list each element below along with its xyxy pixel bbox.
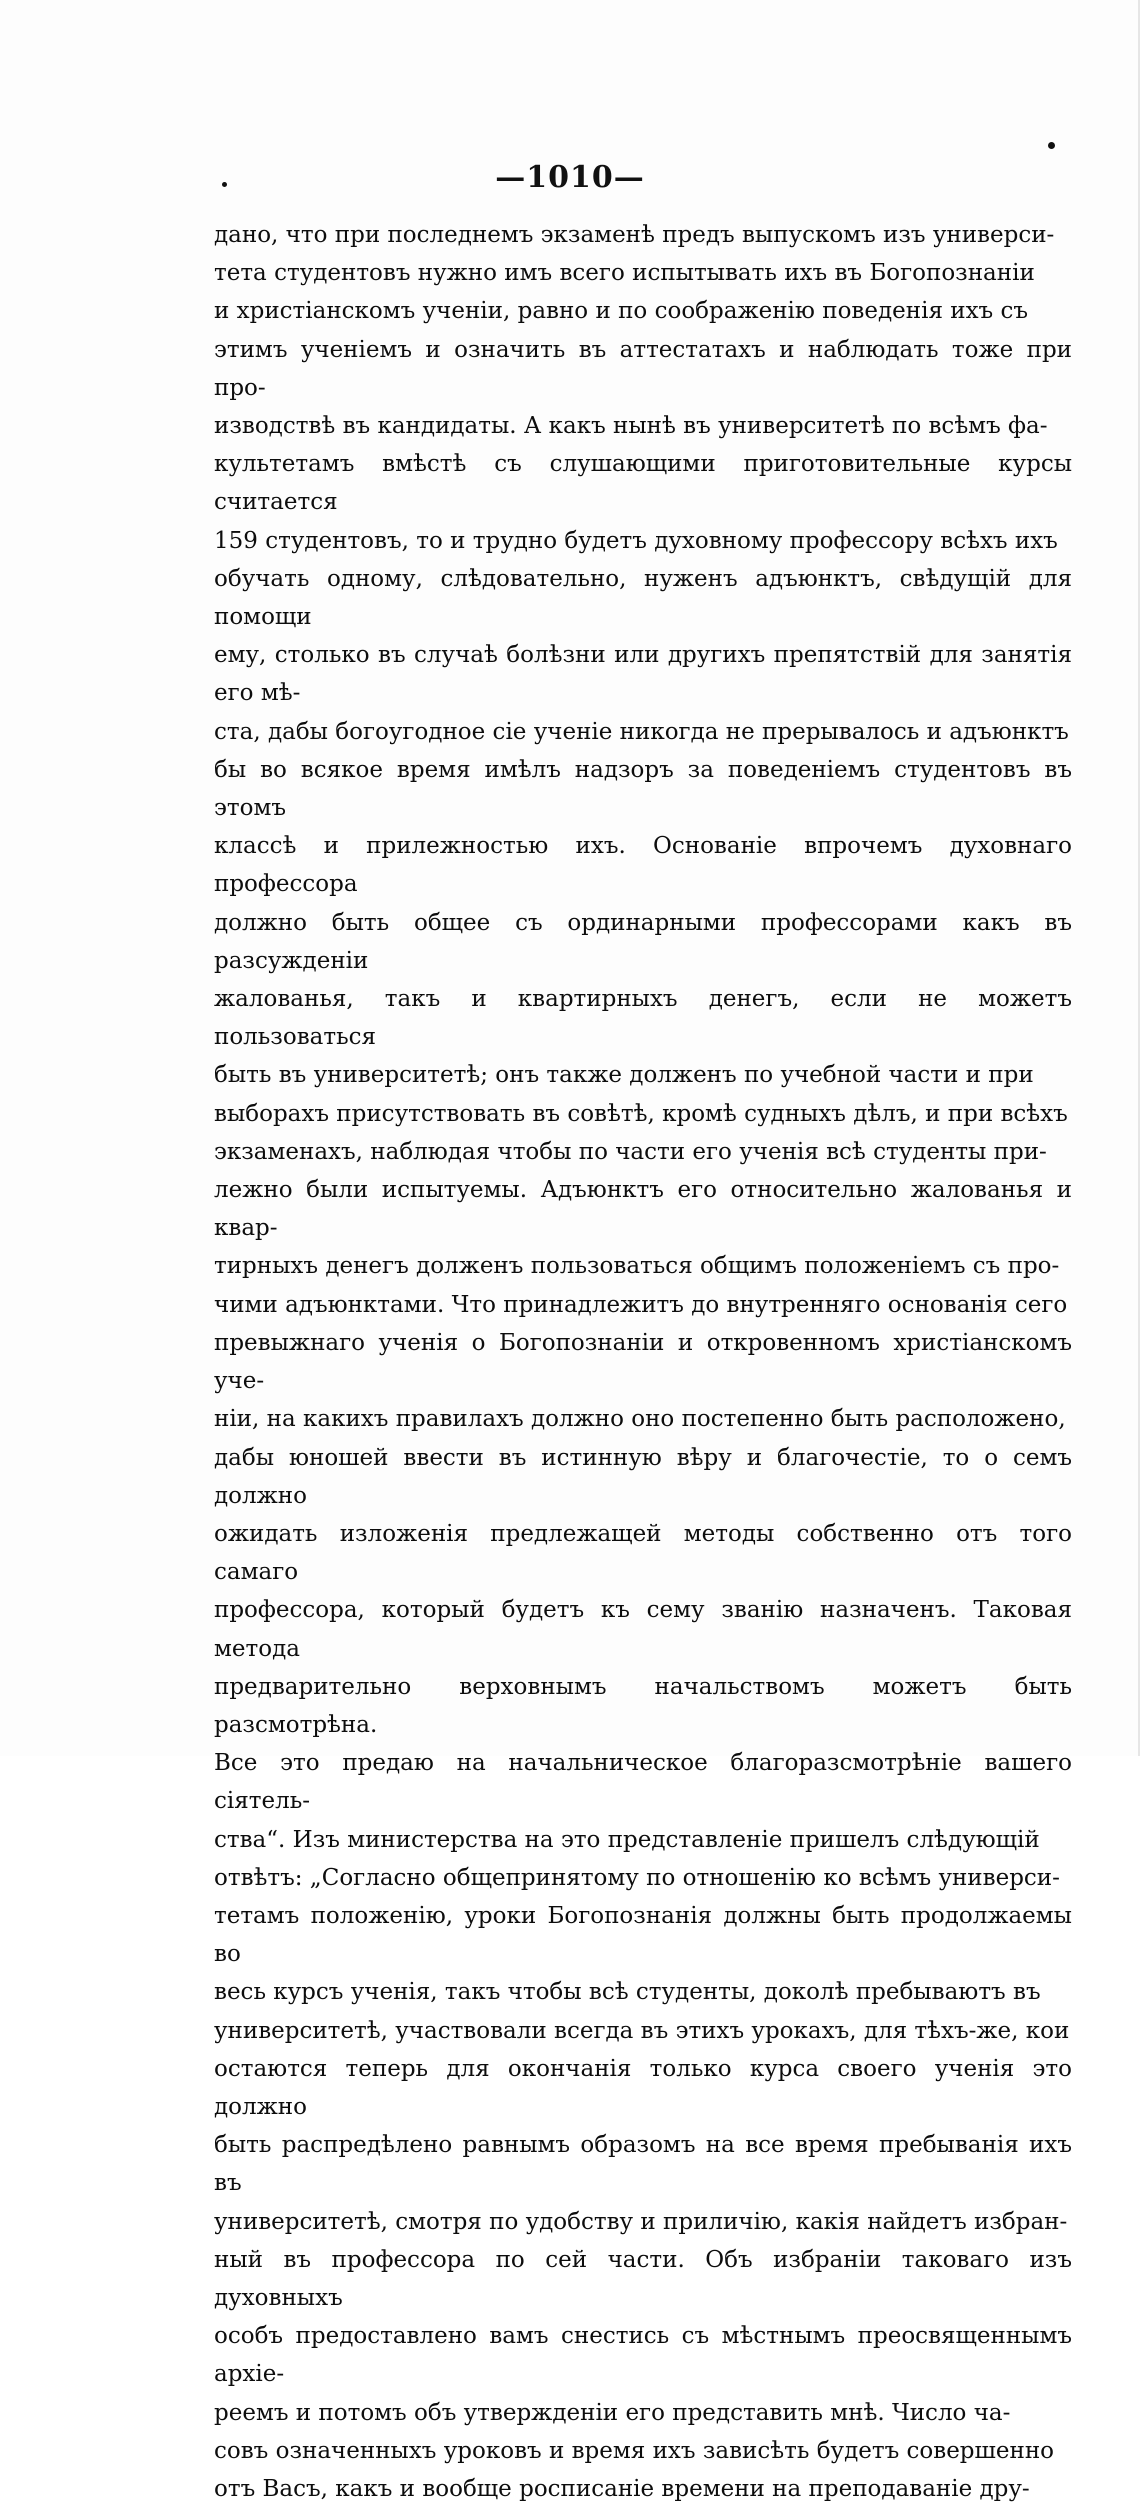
page-number: —1010— (495, 160, 645, 195)
body-text: дано, что при последнемъ экзаменѣ предъ выпускомъ изъ универси- тета студентовъ нужно имъ всего испытывать ихъ въ Богопознаніи и христіанскомъ ученіи, равно и по соображенію поведенія ихъ съ этимъ ученіемъ и означить въ аттестатахъ и наблюдать тоже при про- изводствѣ въ кандидаты. А какъ нынѣ въ университетѣ по всѣмъ фа- культетамъ вмѣстѣ съ слушающими приготовительные курсы считается 159 студентовъ, то и трудно будетъ духовному профессору всѣхъ ихъ обучать одному, слѣдовательно, нуженъ адъюнктъ, свѣдущій для помощи ему, столько въ случаѣ болѣзни или другихъ препятствій для занятія его мѣ- ста, дабы богоугодное сіе ученіе никогда не прерывалось и адъюнктъ бы во всякое время имѣлъ надзоръ за поведеніемъ студентовъ въ этомъ классѣ и прилежностью ихъ. Основаніе впрочемъ духовнаго профессора должно быть общее съ ординарными профессорами какъ въ разсужденіи жалованья, такъ и квартирныхъ денегъ, если не можетъ пользоваться быть въ университетѣ; онъ также долженъ по учебной части и при выборахъ присутствовать въ совѣтѣ, кромѣ судныхъ дѣлъ, и при всѣхъ экзаменахъ, наблюдая чтобы по части его ученія всѣ студенты при- лежно были испытуемы. Адъюнктъ его относительно жалованья и квар- тирныхъ денегъ долженъ пользоваться общимъ положеніемъ съ про- чими адъюнктами. Что принадлежитъ до внутренняго основанія сего превыжнаго ученія о Богопознаніи и откровенномъ христіанскомъ уче- ніи, на какихъ правилахъ должно оно постепенно быть расположено, дабы юношей ввести въ истинную вѣру и благочестіе, то о семъ должно ожидать изложенія предлежащей методы собственно отъ того самаго профессора, который будетъ къ сему званію назначенъ. Таковая метода предварительно верховнымъ начальствомъ можетъ быть разсмотрѣна. Все это предаю на начальническое благоразсмотрѣніе вашего сіятель- ства“. Изъ министерства на это представленіе пришелъ слѣдующій отвѣтъ: „Согласно общепринятому по отношенію ко всѣмъ универси- тетамъ положенію, уроки Богопознанія должны быть продолжаемы во весь курсъ ученія, такъ чтобы всѣ студенты, доколѣ пребываютъ въ университетѣ, участвовали всегда въ этихъ урокахъ, для тѣхъ-же, кои остаются теперь для окончанія только курса своего ученія это должно быть распредѣлено равнымъ образомъ на все время пребыванія ихъ въ университетѣ, смотря по удобству и приличію, какія найдетъ избран- ный въ профессора по сей части. Объ избраніи таковаго изъ духовныхъ особъ предоставлено вамъ снестись съ мѣстнымъ преосвященнымъ архіе- реемъ и потомъ объ утвержденіи его представить мнѣ. Число ча- совъ означенныхъ уроковъ и время ихъ зависѣть будетъ совершенно отъ Васъ, какъ и вообще росписаніе времени на преподаваніе дру- (214, 222, 1072, 2502)
ink-speck (1048, 142, 1055, 149)
